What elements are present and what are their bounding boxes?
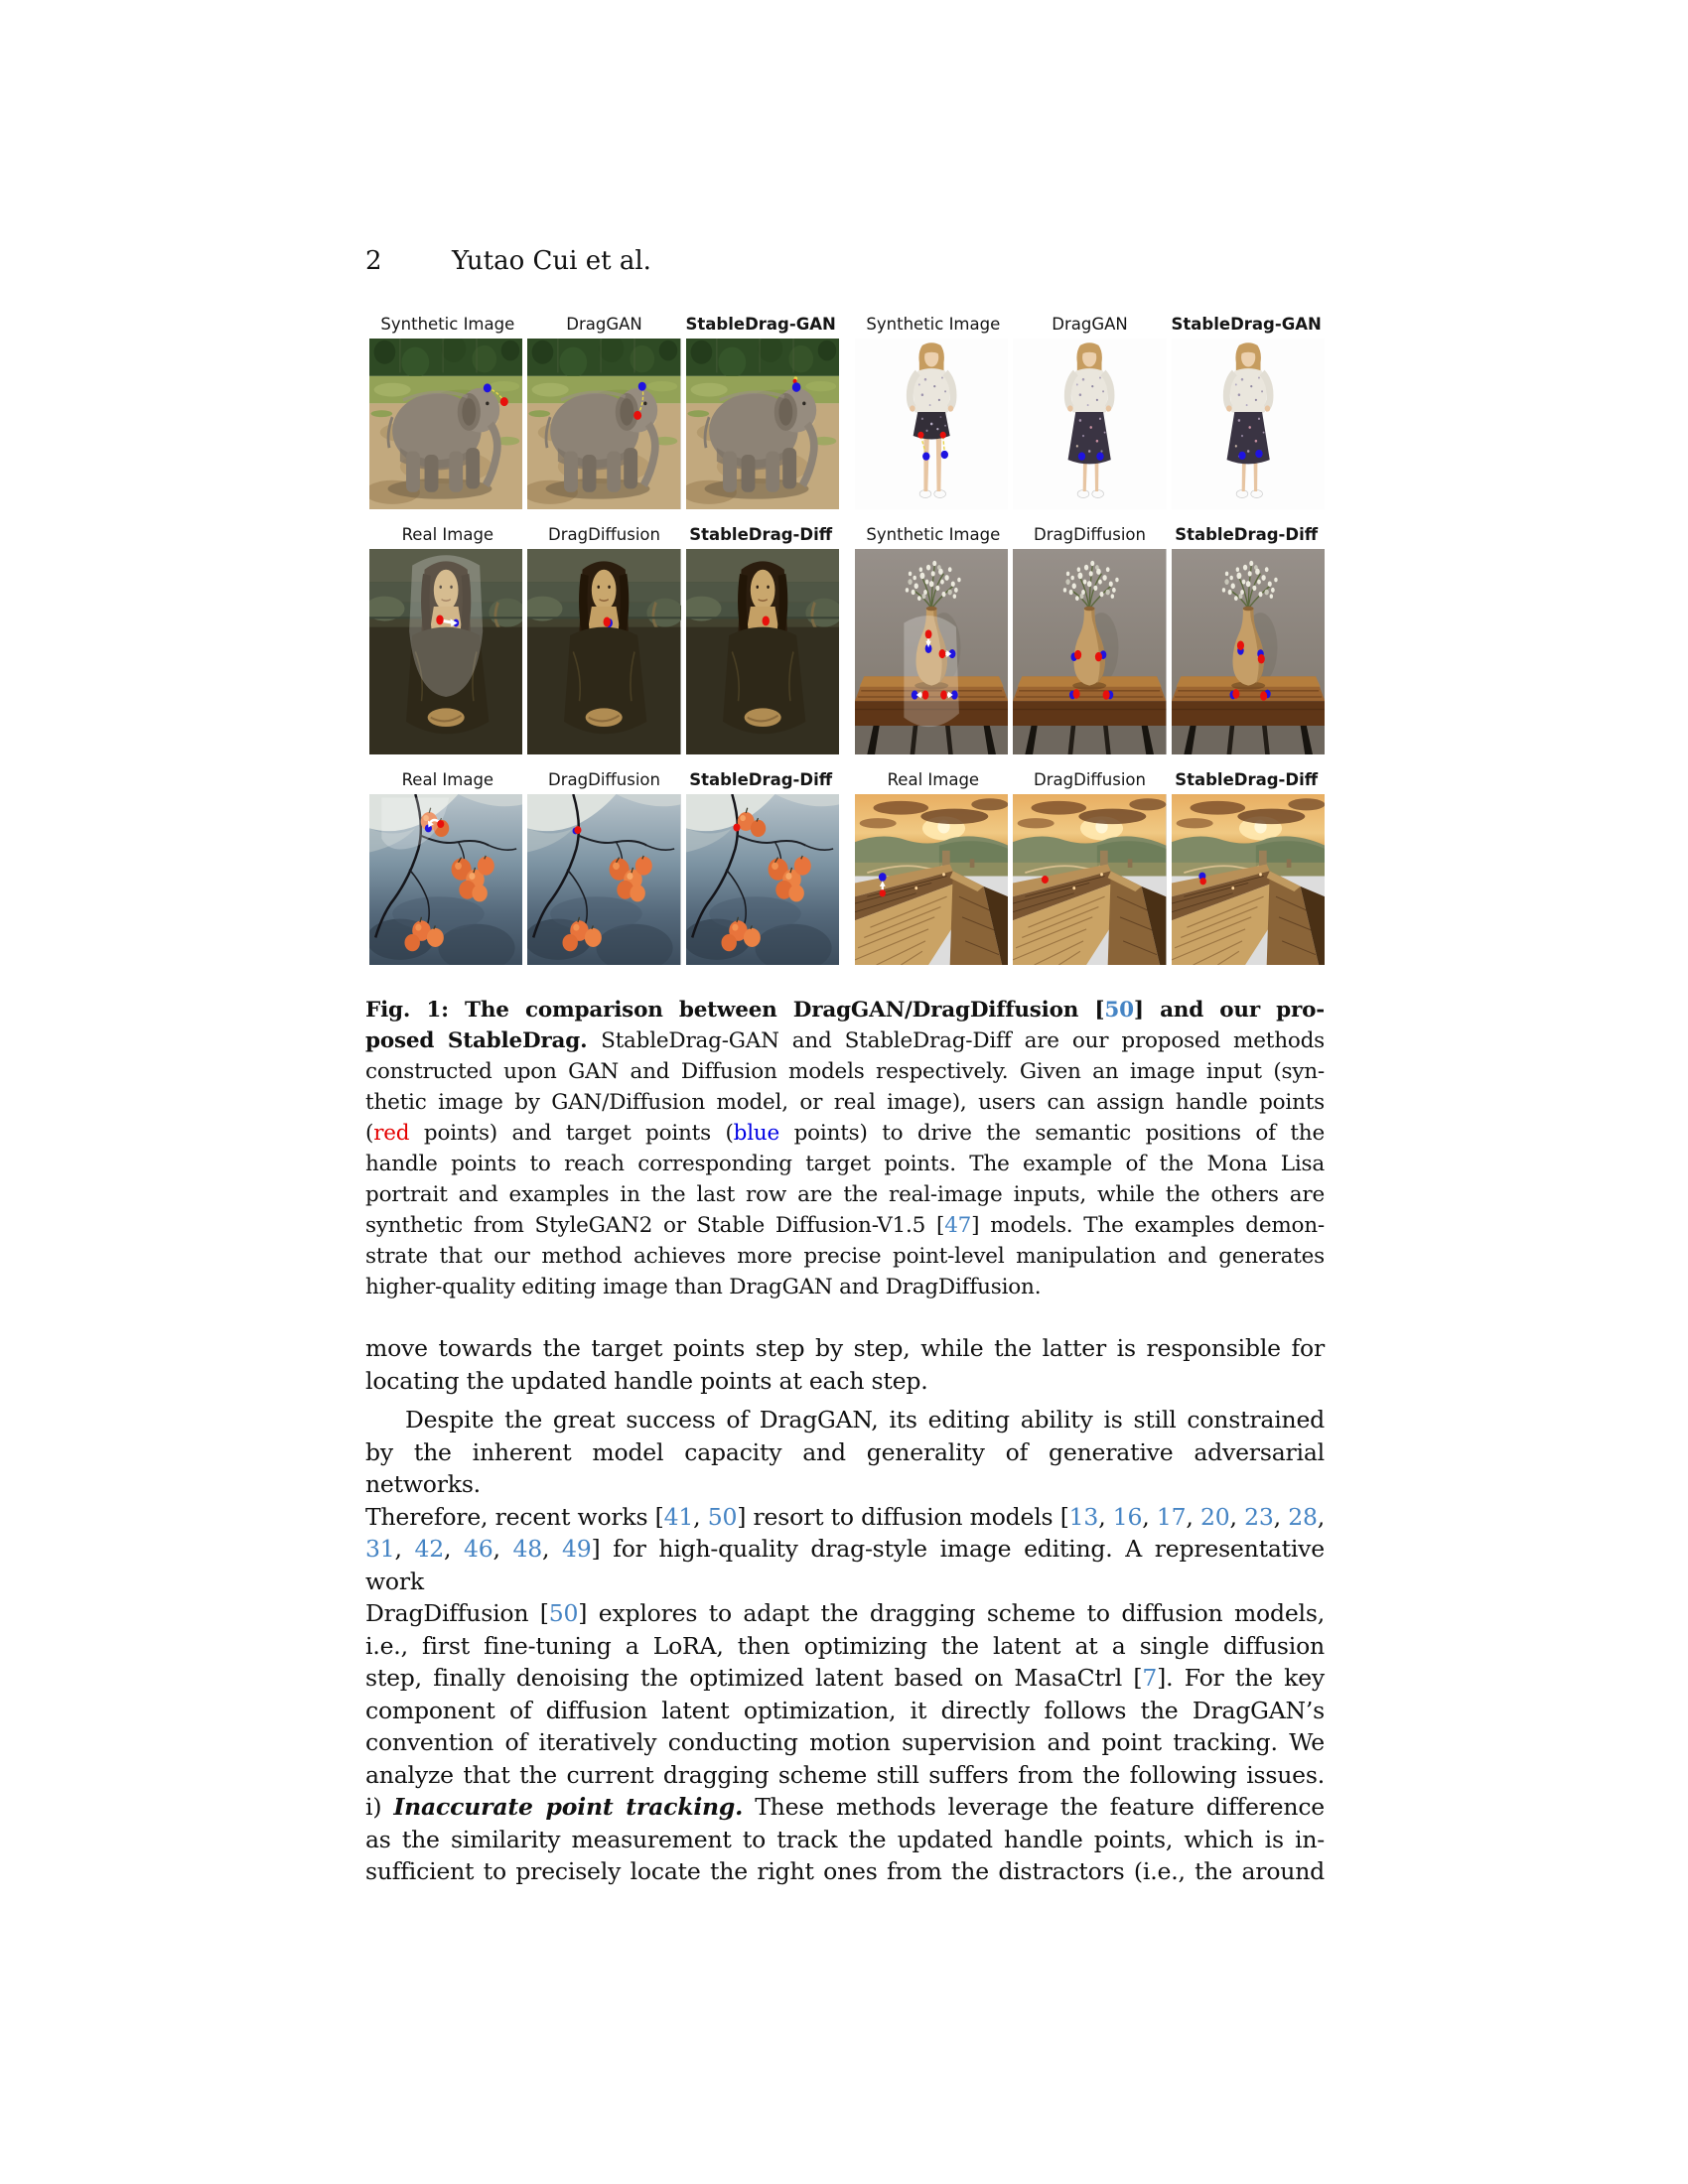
running-header: [365, 246, 1325, 276]
drag-points-overlay: [527, 339, 680, 509]
figure-panel: [1013, 339, 1166, 509]
drag-points-overlay: [369, 794, 522, 965]
handle-point: [922, 690, 929, 699]
drag-points-overlay: [369, 549, 522, 754]
panel-label: Real Image: [887, 770, 980, 789]
text-line: (red points) and target points (blue points) to drive the semantic positions of the: [365, 1121, 1325, 1146]
text-line: as the similarity measurement to track the updated handle points, which is in-: [365, 1825, 1325, 1853]
text-line: DragDiffusion [50] explores to adapt the dragging scheme to diffusion models,: [365, 1599, 1326, 1627]
target-point: [1078, 453, 1085, 461]
text-line: Despite the great success of DragGAN, its editing ability is still constrained: [405, 1406, 1325, 1433]
drag-points-overlay: [686, 339, 839, 509]
panel-labels: [369, 768, 839, 791]
handle-point: [1095, 652, 1102, 662]
figure-group-persimmon: [369, 768, 839, 965]
figure-panel: [686, 339, 839, 509]
panel-labels: [855, 768, 1325, 791]
figure-panel: [686, 794, 839, 965]
text-line: step, finally denoising the optimized latent based on MasaCtrl [7]. For the key: [365, 1664, 1325, 1692]
figure-panel: [1172, 339, 1325, 509]
handle-point: [1260, 691, 1267, 701]
handle-point: [436, 614, 443, 624]
text-line: move towards the target points step by step, while the latter is responsible for: [365, 1334, 1325, 1362]
drag-points-overlay: [855, 339, 1008, 509]
drag-points-overlay: [1013, 339, 1166, 509]
text-line: constructed upon GAN and Diffusion models respectively. Given an image input (syn-: [365, 1059, 1325, 1084]
panel-label: StableDrag-Diff: [689, 770, 833, 789]
handle-point: [633, 411, 641, 420]
handle-point: [917, 432, 923, 439]
drag-points-overlay: [855, 549, 1008, 754]
text-line: analyze that the current dragging scheme still suffers from the following issues.: [365, 1760, 1325, 1789]
panel-label: DragGAN: [566, 315, 642, 334]
paragraph: [365, 1332, 1325, 1397]
panel-label: Synthetic Image: [866, 315, 1001, 334]
figure-panel: [1013, 794, 1166, 965]
handle-point: [1073, 689, 1080, 699]
panel-label: StableDrag-Diff: [689, 525, 833, 544]
panel-row: [855, 794, 1325, 965]
panel-label: DragDiffusion: [1034, 525, 1146, 544]
text-line: higher-quality editing image than DragGAN and DragDiffusion.: [365, 1275, 1042, 1299]
figure-panel: [686, 549, 839, 754]
panel-row: [369, 549, 839, 754]
figure-panel: [369, 339, 522, 509]
panel-label: Real Image: [401, 770, 494, 789]
paragraph: [365, 1404, 1325, 1888]
panel-labels: [855, 523, 1325, 546]
panel-label: StableDrag-Diff: [1175, 770, 1319, 789]
handle-point: [940, 690, 947, 699]
figure-panel: [369, 794, 522, 965]
figure-group-great-wall: [855, 768, 1325, 965]
handle-point: [500, 397, 508, 406]
figure-group-mona-lisa: [369, 523, 839, 754]
figure-caption: [365, 995, 1325, 1302]
text-line: by the inherent model capacity and generality of generative adversarial networks.: [365, 1437, 1325, 1498]
panel-label: DragDiffusion: [1034, 770, 1146, 789]
handle-point: [733, 824, 740, 832]
handle-point: [939, 649, 946, 658]
panel-labels: [369, 523, 839, 546]
panel-label: DragGAN: [1052, 315, 1128, 334]
text-line: handle points to reach corresponding target points. The example of the Mona Lisa: [365, 1152, 1325, 1176]
handle-point: [1042, 876, 1049, 884]
drag-points-overlay: [1172, 549, 1325, 754]
panel-labels: [855, 313, 1325, 336]
drag-points-overlay: [686, 794, 839, 965]
panel-label: DragDiffusion: [548, 525, 660, 544]
text-line: posed StableDrag. StableDrag-GAN and StableDrag-Diff are our proposed methods: [365, 1028, 1325, 1053]
panel-row: [855, 339, 1325, 509]
handle-point: [1199, 878, 1205, 885]
drag-points-overlay: [855, 794, 1008, 965]
text-line: locating the updated handle points at each step.: [365, 1366, 928, 1395]
handle-point: [437, 820, 444, 828]
page-number: 2: [365, 246, 382, 276]
figure-panel: [369, 549, 522, 754]
target-point: [879, 873, 887, 882]
target-point: [1097, 453, 1104, 461]
panel-label: DragDiffusion: [548, 770, 660, 789]
drag-points-overlay: [369, 339, 522, 509]
text-line: convention of iteratively conducting motion supervision and point tracking. We: [365, 1728, 1325, 1756]
drag-points-overlay: [1013, 549, 1166, 754]
figure-panel: [527, 339, 680, 509]
figure-panel: [527, 549, 680, 754]
text-line: sufficient to precisely locate the right ones from the distractors (i.e., the around: [365, 1857, 1325, 1885]
drag-points-overlay: [686, 549, 839, 754]
handle-point: [925, 629, 932, 638]
panel-row: [369, 339, 839, 509]
panel-label: Synthetic Image: [866, 525, 1001, 544]
text-line: 31, 42, 46, 48, 49] for high-quality drag-style image editing. A representative work: [365, 1535, 1325, 1595]
handle-point: [1257, 654, 1264, 664]
panel-labels: [369, 313, 839, 336]
panel-label: Real Image: [401, 525, 494, 544]
target-point: [941, 451, 948, 459]
drag-points-overlay: [1172, 339, 1325, 509]
target-point: [638, 382, 646, 391]
text-line: thetic image by GAN/Diffusion model, or real image), users can assign handle points: [365, 1090, 1325, 1115]
edit-region-highlight: [409, 555, 483, 697]
drag-points-overlay: [1172, 794, 1325, 965]
drag-points-overlay: [1013, 794, 1166, 965]
handle-point: [1103, 690, 1110, 700]
text-line: i.e., first fine-tuning a LoRA, then optimizing the latent at a single diffusion: [365, 1631, 1325, 1660]
panel-label: StableDrag-GAN: [685, 315, 836, 334]
figure-group-fashion: [855, 313, 1325, 509]
figure-panel: [855, 794, 1008, 965]
target-point: [1255, 450, 1262, 458]
figure-group-elephant: [369, 313, 839, 509]
handle-point: [575, 826, 582, 834]
handle-point: [604, 617, 611, 627]
figure-panel: [1172, 549, 1325, 754]
figure-panel: [855, 339, 1008, 509]
panel-row: [369, 794, 839, 965]
figure-1: [369, 313, 1325, 979]
figure-panel: [1013, 549, 1166, 754]
figure-panel: [855, 549, 1008, 754]
edit-region-highlight: [904, 615, 959, 727]
handle-point: [762, 615, 769, 625]
text-line: strate that our method achieves more precise point-level manipulation and generates: [365, 1244, 1325, 1269]
panel-row: [855, 549, 1325, 754]
text-line: i) Inaccurate point tracking. These methods leverage the feature difference: [365, 1793, 1325, 1821]
handle-point: [940, 432, 946, 439]
drag-points-overlay: [527, 794, 680, 965]
panel-label: Synthetic Image: [380, 315, 515, 334]
handle-point: [1237, 641, 1244, 651]
text-line: component of diffusion latent optimization, it directly follows the DragGAN’s: [365, 1696, 1325, 1724]
text-line: portrait and examples in the last row are the real-image inputs, while the others are: [365, 1182, 1325, 1207]
text-line: Fig. 1: The comparison between DragGAN/DragDiffusion [50] and our pro-: [365, 998, 1325, 1023]
running-title: Yutao Cui et al.: [452, 246, 651, 276]
drag-points-overlay: [527, 549, 680, 754]
figure-group-vase: [855, 523, 1325, 754]
body-text: [365, 1332, 1325, 1888]
handle-point: [880, 889, 886, 896]
text-line: Therefore, recent works [41, 50] resort to diffusion models [13, 16, 17, 20, 23, 28,: [365, 1502, 1326, 1531]
target-point: [922, 453, 929, 461]
handle-point: [1232, 689, 1239, 699]
figure-panel: [1172, 794, 1325, 965]
target-point: [791, 382, 800, 392]
panel-label: StableDrag-Diff: [1175, 525, 1319, 544]
arrow-head: [880, 881, 886, 887]
figure-panel: [527, 794, 680, 965]
target-point: [1238, 452, 1245, 460]
text-line: synthetic from StyleGAN2 or Stable Diffusion-V1.5 [47] models. The examples demon-: [365, 1213, 1325, 1238]
target-point: [484, 383, 492, 392]
panel-label: StableDrag-GAN: [1171, 315, 1322, 334]
handle-point: [1074, 650, 1081, 660]
